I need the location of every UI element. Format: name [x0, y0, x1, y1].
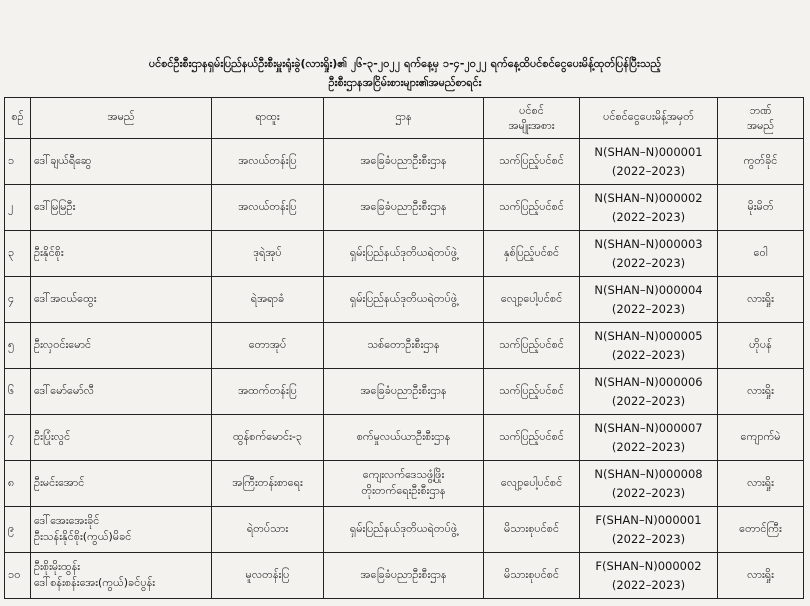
cell-rank: အထက်တန်းပြ	[212, 369, 324, 415]
cell-bank: လားရှိုး	[718, 369, 804, 415]
cell-rank: ရဲအရာခံ	[212, 277, 324, 323]
cell-bank: ကွတ်ခိုင်	[718, 139, 804, 185]
cell-bank: လားရှိုး	[718, 553, 804, 599]
cell-name: ဦးမင်းအောင်	[31, 461, 212, 507]
cell-no: ၅	[5, 323, 31, 369]
cell-no: ၆	[5, 369, 31, 415]
cell-rank: တောအုပ်	[212, 323, 324, 369]
header-pension-type: ပင်စင် အမျိုးအစား	[484, 98, 580, 139]
header-order-number: ပင်စင်ငွေပေးမိန့်အမှတ်	[580, 98, 718, 139]
header-dept: ဌာန	[324, 98, 484, 139]
cell-order-number: N(SHAN–N)000006 (2022–2023)	[580, 369, 718, 415]
cell-pension-type: လျော့ပေါ့ပင်စင်	[484, 277, 580, 323]
cell-rank: အလယ်တန်းပြ	[212, 185, 324, 231]
header-no: စဉ်	[5, 98, 31, 139]
cell-order-number: N(SHAN–N)000008 (2022–2023)	[580, 461, 718, 507]
cell-no: ၁	[5, 139, 31, 185]
table-row	[5, 415, 804, 461]
table-row	[5, 461, 804, 507]
cell-dept: စက်မှုလယ်ယာဦးစီးဌာန	[324, 415, 484, 461]
cell-bank: လားရှိုး	[718, 277, 804, 323]
cell-dept: ရှမ်းပြည်နယ်ဒုတိယရဲတပ်ဖွဲ့	[324, 277, 484, 323]
title-line-2: ဦးစီးဌာနအငြိမ်းစားများ၏အမည်စာရင်း	[328, 76, 482, 89]
header-name: အမည်	[31, 98, 212, 139]
cell-pension-type: မိသားစုပင်စင်	[484, 553, 580, 599]
cell-dept: အခြေခံပညာဦးစီးဌာန	[324, 369, 484, 415]
cell-name: ဒေါ်အငယ်ထွေး	[31, 277, 212, 323]
cell-name: ဦးပြုံးလွင်	[31, 415, 212, 461]
pensioner-table	[4, 97, 804, 599]
table-row	[5, 369, 804, 415]
cell-order-number: N(SHAN–N)000001 (2022–2023)	[580, 139, 718, 185]
cell-rank: ရဲတပ်သား	[212, 507, 324, 553]
table-row	[5, 323, 804, 369]
title-line-1: ပင်စင်ဦးစီးဌာနရှမ်းပြည်နယ်ဦးစီးမှူးရုံးခွဲ(လားရှိုး)၏ ၂၆-၃-၂၀၂၂ ရက်နေ့မှ ၁-၄-၂၀၂၂ ရက်နေ့ထိပင်စင်ငွေပေးမိန့်ထုတ်ပြန်ပြီးသည့်	[148, 57, 662, 70]
cell-dept: ရှမ်းပြည်နယ်ဒုတိယရဲတပ်ဖွဲ့	[324, 231, 484, 277]
cell-name: ဦးလှဝင်းမောင်	[31, 323, 212, 369]
cell-order-number: F(SHAN–N)000002 (2022–2023)	[580, 553, 718, 599]
cell-pension-type: နှစ်ပြည့်ပင်စင်	[484, 231, 580, 277]
cell-order-number: N(SHAN–N)000002 (2022–2023)	[580, 185, 718, 231]
table-row	[5, 185, 804, 231]
header-bank: ဘဏ် အမည်	[718, 98, 804, 139]
cell-bank: တောင်ကြီး	[718, 507, 804, 553]
cell-no: ၇	[5, 415, 31, 461]
cell-order-number: N(SHAN–N)000005 (2022–2023)	[580, 323, 718, 369]
cell-rank: ထွန်စက်မောင်း-၃	[212, 415, 324, 461]
cell-bank: ကျောက်မဲ	[718, 415, 804, 461]
cell-dept: အခြေခံပညာဦးစီးဌာန	[324, 553, 484, 599]
cell-no: ၁၀	[5, 553, 31, 599]
cell-pension-type: လျော့ပေါ့ပင်စင်	[484, 461, 580, 507]
cell-no: ၈	[5, 461, 31, 507]
cell-dept: ရှမ်းပြည်နယ်ဒုတိယရဲတပ်ဖွဲ့	[324, 507, 484, 553]
cell-pension-type: သက်ပြည့်ပင်စင်	[484, 139, 580, 185]
cell-order-number: F(SHAN–N)000001 (2022–2023)	[580, 507, 718, 553]
table-row	[5, 277, 804, 323]
cell-bank: မိုးမိတ်	[718, 185, 804, 231]
cell-name: ဒေါ်မော်မော်လီ	[31, 369, 212, 415]
cell-no: ၂	[5, 185, 31, 231]
cell-bank: ဟိုပန်	[718, 323, 804, 369]
table-row	[5, 231, 804, 277]
cell-order-number: N(SHAN–N)000004 (2022–2023)	[580, 277, 718, 323]
cell-pension-type: သက်ပြည့်ပင်စင်	[484, 323, 580, 369]
cell-pension-type: မိသားစုပင်စင်	[484, 507, 580, 553]
cell-order-number: N(SHAN–N)000007 (2022–2023)	[580, 415, 718, 461]
table-header-row	[5, 98, 804, 139]
cell-dept: အခြေခံပညာဦးစီးဌာန	[324, 139, 484, 185]
cell-name: ဦးစိုးမိုးထွန်း ဒေါ်စန်းစန်းအေး(ကွယ်)ခင်ပွန်း	[31, 553, 212, 599]
cell-bank: လားရှိုး	[718, 461, 804, 507]
cell-pension-type: သက်ပြည့်ပင်စင်	[484, 415, 580, 461]
cell-no: ၄	[5, 277, 31, 323]
cell-rank: အကြီးတန်းစာရေး	[212, 461, 324, 507]
cell-pension-type: သက်ပြည့်ပင်စင်	[484, 369, 580, 415]
cell-name: ဒေါ်ချယ်ရီဆွေ	[31, 139, 212, 185]
cell-rank: ဒုရဲအုပ်	[212, 231, 324, 277]
document-title	[0, 54, 810, 92]
cell-rank: မူလတန်းပြ	[212, 553, 324, 599]
table-row	[5, 507, 804, 553]
cell-no: ၃	[5, 231, 31, 277]
cell-rank: အလယ်တန်းပြ	[212, 139, 324, 185]
cell-pension-type: သက်ပြည့်ပင်စင်	[484, 185, 580, 231]
cell-name: ဦးနိုင်စိုး	[31, 231, 212, 277]
cell-bank: ဝေါ	[718, 231, 804, 277]
cell-dept: သစ်တောဦးစီးဌာန	[324, 323, 484, 369]
cell-dept: ကျေးလက်ဒေသဖွံ့ဖြိုး တိုးတက်ရေးဦးစီးဌာန	[324, 461, 484, 507]
header-rank: ရာထူး	[212, 98, 324, 139]
cell-name: ဒေါ်မြမြဦး	[31, 185, 212, 231]
table-row	[5, 553, 804, 599]
cell-no: ၉	[5, 507, 31, 553]
cell-dept: အခြေခံပညာဦးစီးဌာန	[324, 185, 484, 231]
cell-order-number: N(SHAN–N)000003 (2022–2023)	[580, 231, 718, 277]
table-row	[5, 139, 804, 185]
cell-name: ဒေါ်အေးအေးခိုင် ဦးသန်းနိုင်စိုး(ကွယ်)မိခင်	[31, 507, 212, 553]
